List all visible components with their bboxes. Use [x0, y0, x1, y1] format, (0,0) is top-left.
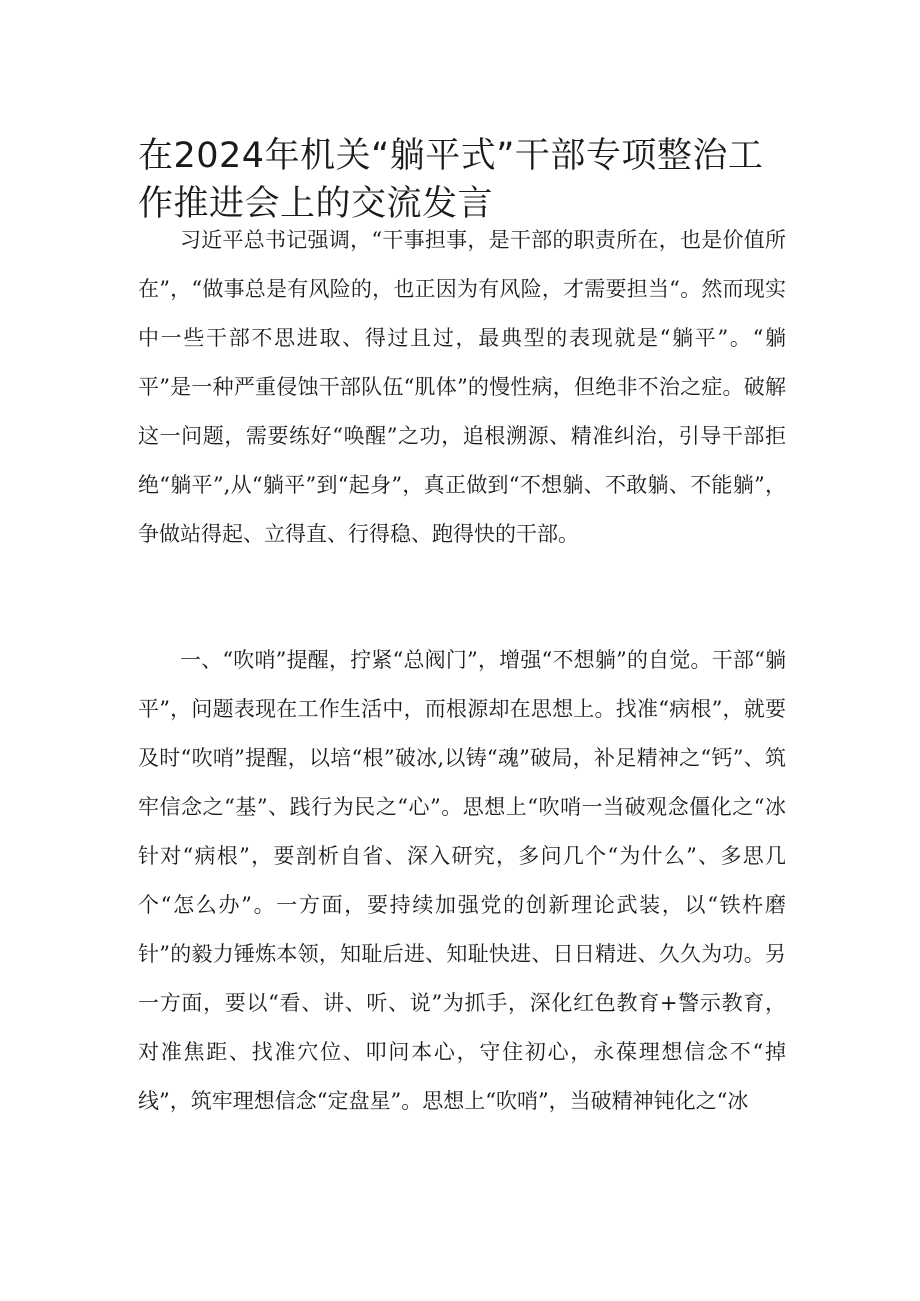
- document-title: 在2024年机关“躺平式”干部专项整治工作推进会上的交流发言: [138, 136, 764, 224]
- paragraph-intro: 习近平总书记强调，“干事担事，是干部的职责所在，也是价值所在”，“做事总是有风险的，也正因为有风险，才需要担当“。然而现实中一些干部不思进取、得过且过，最典型的表现就是“躺平”。“躺平”是一种严重侵蚀干部队伍“肌体”的慢性病，但绝非不治之症。破解这一问题，需要练好“唤醒”之功，追根溯源、精准纠治，引导干部拒绝“躺平”,从“躺平”到“起身”，真正做到“不想躺、不敢躺、不能躺”，争做站得起、立得直、行得稳、跑得快的干部。: [138, 228, 786, 546]
- paragraph-section-one: 一、“吹哨”提醒，拧紧“总阀门”，增强“不想躺”的自觉。干部“躺平”，问题表现在工作生活中，而根源却在思想上。找准“病根”，就要及时“吹哨”提醒，以培“根”破冰,以铸“魂”破局，补足精神之“钙”、筑牢信念之“基”、践行为民之“心”。思想上“吹哨一当破观念僵化之“冰针对“病根”，要剖析自省、深入研究，多问几个“为什么”、多思几个“怎么办”。一方面，要持续加强党的创新理论武装，以“铁杵磨针”的毅力锤炼本领，知耻后进、知耻快进、日日精进、久久为功。另一方面，要以“看、讲、听、说”为抓手，深化红色教育+警示教育，对准焦距、找准穴位、叩问本心，守住初心，永葆理想信念不“掉线”，筑牢理想信念“定盘星”。思想上“吹哨”，当破精神钝化之“冰: [138, 648, 786, 1113]
